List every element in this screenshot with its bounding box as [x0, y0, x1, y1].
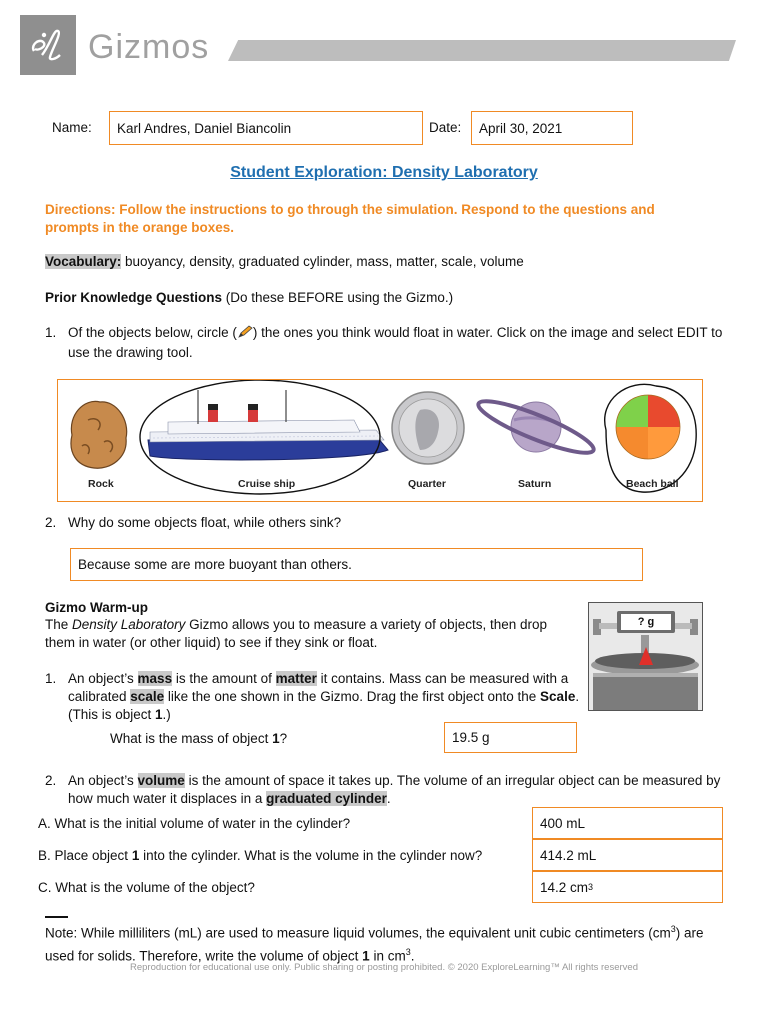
saturn-icon — [474, 393, 598, 462]
caption-saturn: Saturn — [518, 478, 552, 490]
rock-icon — [71, 401, 127, 468]
objects-illustration — [58, 380, 701, 500]
note-t2: ) are used for solids. Therefore, write the volume of object — [45, 925, 704, 963]
gizmos-wordmark: Gizmos — [88, 28, 210, 66]
note-sup-2: 3 — [405, 946, 411, 957]
note-sup-1: 3 — [670, 924, 676, 934]
question-1-number: 1. — [45, 325, 57, 340]
mass-question-one: 1 — [272, 731, 280, 746]
warmup-question-1-text — [68, 670, 584, 724]
term-scale: scale — [130, 689, 165, 704]
note-label: Note — [45, 925, 74, 941]
volume-answer-c[interactable] — [532, 871, 723, 903]
quarter-icon — [392, 392, 464, 464]
warmup-question-1-number: 1. — [45, 671, 57, 686]
volume-question-b-a: B. Place object — [38, 848, 132, 863]
question-1-text-a: Of the objects below, circle ( — [68, 325, 237, 340]
w1-t2: is the amount of — [172, 671, 276, 686]
note-t3: in cm — [369, 948, 406, 963]
warmup-heading: Gizmo Warm-up — [45, 600, 148, 615]
volume-answer-a[interactable]: 400 mL — [532, 807, 723, 839]
mass-answer[interactable]: 19.5 g — [444, 722, 577, 753]
el-logo-icon — [20, 15, 76, 75]
term-graduated-cylinder: graduated cylinder — [266, 791, 387, 806]
object-number: 1 — [155, 707, 163, 722]
volume-answer-c-value: 14.2 cm — [540, 879, 589, 895]
pencil-icon — [237, 325, 253, 344]
footer-copyright: Reproduction for educational use only. Public sharing or posting prohibited. © 2020 ExploreLearning™ All rights reserved — [130, 962, 638, 973]
mass-question-a: What is the mass of object — [110, 731, 273, 746]
term-volume: volume — [137, 773, 185, 788]
header-bar — [228, 40, 736, 61]
w1-t4: like the one shown in the Gizmo. Drag the first object onto the — [164, 689, 541, 704]
volume-question-a: A. What is the initial volume of water in the cylinder? — [38, 816, 351, 831]
question-1-text — [68, 324, 728, 362]
prior-knowledge-title: Prior Knowledge Questions — [45, 290, 223, 305]
caption-quarter: Quarter — [408, 478, 446, 490]
warmup-intro-b: Gizmo allows you to measure a variety of objects, then drop them in water (or other liquid) to see if they sink or float. — [45, 617, 548, 650]
mass-question — [110, 730, 287, 748]
directions-text: Directions: Follow the instructions to go through the simulation. Respond to the questions and prompts in the orange boxes. — [45, 202, 655, 235]
gizmos-logo-mark — [20, 15, 76, 75]
term-mass: mass — [137, 671, 173, 686]
w1-t3: it contains. Mass can be measured with a calibrated — [68, 671, 569, 704]
prior-knowledge-heading — [45, 289, 453, 307]
caption-beach-ball: Beach ball — [626, 478, 679, 490]
note-rule — [45, 916, 68, 918]
warmup-intro — [45, 616, 570, 652]
name-field[interactable]: Karl Andres, Daniel Biancolin — [109, 111, 423, 145]
vocabulary-terms: buoyancy, density, graduated cylinder, mass, matter, scale, volume — [121, 254, 524, 269]
mass-question-b: ? — [279, 731, 288, 746]
note-t1: : While milliliters (mL) are used to measure liquid volumes, the equivalent unit cubic centimeters (cm — [73, 925, 671, 941]
objects-image[interactable] — [57, 379, 703, 502]
question-2-text: Why do some objects float, while others sink? — [68, 515, 342, 530]
w2-t1: An object’s — [68, 773, 138, 788]
volume-question-c: C. What is the volume of the object? — [38, 880, 255, 895]
note-text — [45, 920, 727, 965]
page-title[interactable]: Student Exploration: Density Laboratory — [230, 164, 538, 181]
w2-t2: is the amount of space it takes up. The volume of an irregular object can be measured by how much water it displaces in a — [68, 773, 721, 806]
w2-t3: . — [386, 791, 391, 806]
term-matter: matter — [275, 671, 317, 686]
term-scale-2: Scale — [540, 689, 576, 704]
warmup-intro-gizmo-name: Density Laboratory — [72, 617, 186, 632]
vocabulary-line — [45, 253, 524, 271]
w1-t1: An object’s — [68, 671, 138, 686]
warmup-question-2-text — [68, 772, 730, 808]
volume-question-b — [38, 847, 482, 865]
scale-readout: ? g — [637, 616, 655, 628]
scale-image — [588, 602, 703, 711]
warmup-question-2-number: 2. — [45, 773, 57, 788]
date-field[interactable]: April 30, 2021 — [471, 111, 633, 145]
volume-question-b-one: 1 — [131, 848, 140, 863]
w1-t6: .) — [162, 707, 171, 722]
vocabulary-label: Vocabulary: — [45, 254, 122, 269]
name-label: Name: — [52, 120, 92, 135]
question-2-number: 2. — [45, 515, 57, 530]
beach-ball-icon — [616, 395, 680, 459]
volume-question-b-b: into the cylinder. What is the volume in the cylinder now? — [139, 848, 483, 863]
prior-knowledge-note: (Do these BEFORE using the Gizmo.) — [222, 290, 454, 305]
note-t4: . — [410, 948, 415, 963]
caption-cruise-ship: Cruise ship — [238, 478, 296, 490]
caption-rock: Rock — [88, 478, 114, 490]
warmup-intro-a: The — [45, 617, 73, 632]
volume-answer-c-sup: 3 — [588, 882, 594, 892]
w1-t5: . (This is object — [68, 689, 580, 722]
volume-answer-b[interactable]: 414.2 mL — [532, 839, 723, 871]
date-label: Date: — [429, 120, 462, 135]
question-2-answer[interactable]: Because some are more buoyant than others. — [70, 548, 643, 581]
question-1-text-b: ) the ones you think would float in water. Click on the image and select EDIT to use the drawing tool. — [68, 325, 723, 360]
note-one: 1 — [362, 948, 370, 963]
